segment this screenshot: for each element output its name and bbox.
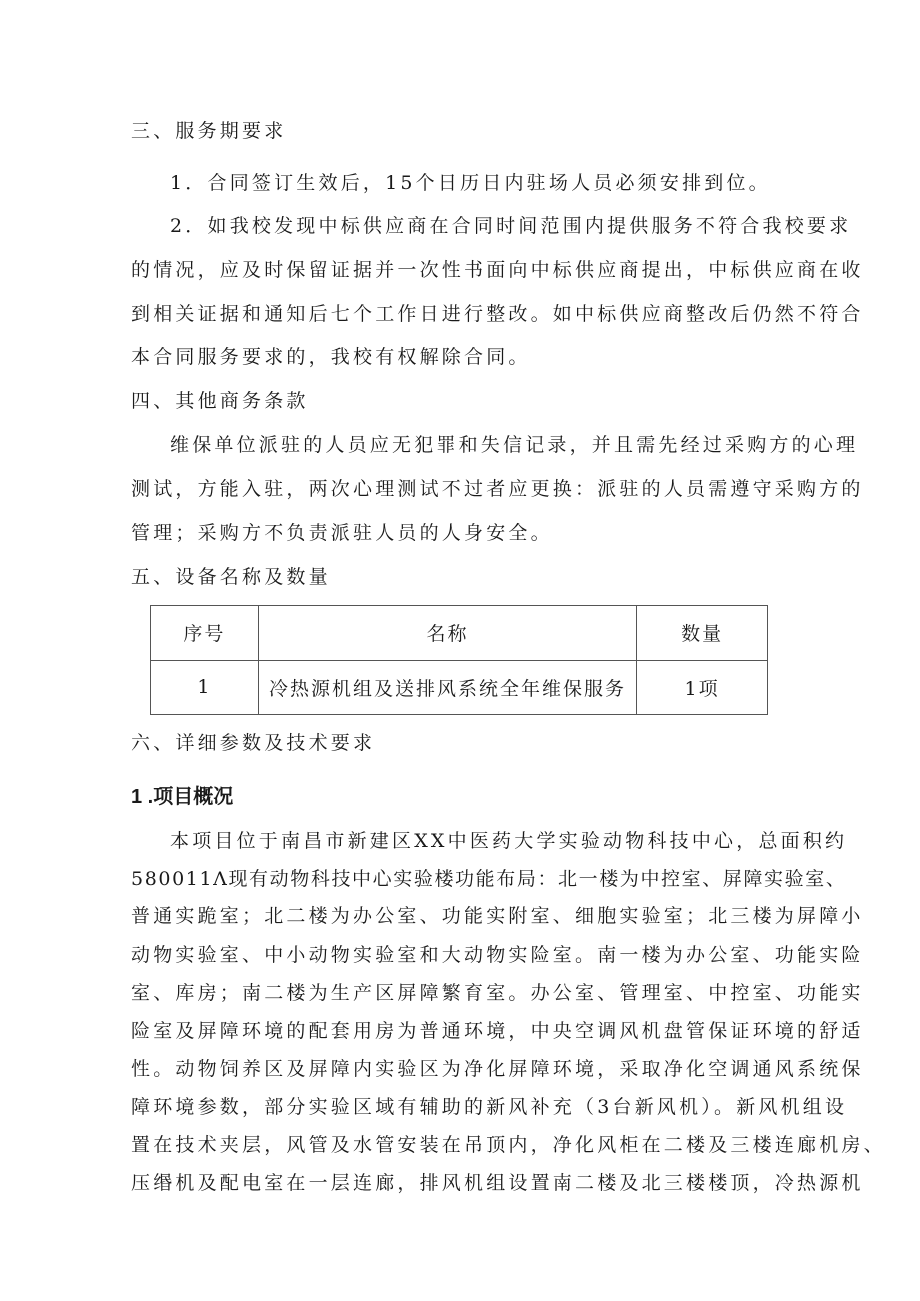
cell-index: 1	[151, 660, 259, 715]
equipment-table	[150, 605, 768, 715]
overview-line-6: 险室及屏障环境的配套用房为普通环境，中央空调风机盘管保证环境的舒适	[131, 1020, 864, 1042]
section-4-title: 四、其他商务条款	[131, 390, 309, 412]
cell-quantity: 1项	[637, 660, 768, 715]
table-row	[151, 660, 768, 715]
overview-line-3: 普通实跪室；北二楼为办公室、功能实附室、细胞实验室；北三楼为屏障小	[131, 905, 864, 927]
section-3-item-2-line-2: 的情况，应及时保留证据并一次性书面向中标供应商提出，中标供应商在收	[131, 259, 864, 281]
table-header-row	[151, 606, 768, 661]
section-3-item-2-line-3: 到相关证据和通知后七个工作日进行整改。如中标供应商整改后仍然不符合	[131, 303, 864, 325]
overview-line-8: 障环境参数，部分实验区域有辅助的新风补充（3台新风机）。新风机组设	[131, 1096, 848, 1118]
subsection-1-title: 1 .项目概况	[131, 786, 234, 808]
section-4-line-1: 维保单位派驻的人员应无犯罪和失信记录，并且需先经过采购方的心理	[170, 434, 859, 456]
section-4-line-2: 测试，方能入驻，两次心理测试不过者应更换：派驻的人员需遵守采购方的	[131, 478, 864, 500]
overview-line-7: 性。动物饲养区及屏障内实验区为净化屏障环境，采取净化空调通风系统保	[131, 1058, 864, 1080]
overview-line-5: 室、库房；南二楼为生产区屏障繁育室。办公室、管理室、中控室、功能实	[131, 982, 864, 1004]
cell-name: 冷热源机组及送排风系统全年维保服务	[258, 660, 636, 715]
section-4-line-3: 管理；采购方不负责派驻人员的人身安全。	[131, 522, 553, 544]
overview-line-1: 本项目位于南昌市新建区XX中医药大学实验动物科技中心，总面积约	[170, 830, 848, 852]
header-index: 序号	[151, 606, 259, 661]
section-3-item-1: 1．合同签订生效后，15个日历日内驻场人员必须安排到位。	[170, 172, 771, 194]
overview-line-9: 置在技术夹层，风管及水管安装在吊顶内，净化风柜在二楼及三楼连廊机房、	[131, 1134, 886, 1156]
section-3-item-2-line-1: 2．如我校发现中标供应商在合同时间范围内提供服务不符合我校要求	[170, 215, 852, 237]
section-3-title: 三、服务期要求	[131, 120, 287, 142]
section-5-title: 五、设备名称及数量	[131, 566, 331, 588]
overview-line-2: 580011Λ现有动物科技中心实验楼功能布局：北一楼为中控室、屏障实验室、	[131, 868, 847, 890]
section-6-title: 六、详细参数及技术要求	[131, 732, 376, 754]
section-3-item-2-line-4: 本合同服务要求的，我校有权解除合同。	[131, 346, 531, 368]
overview-line-10: 压缗机及配电室在一层连廊，排风机组设置南二楼及北三楼楼顶，冷热源机	[131, 1172, 864, 1194]
header-name: 名称	[258, 606, 636, 661]
header-quantity: 数量	[637, 606, 768, 661]
overview-line-4: 动物实验室、中小动物实验室和大动物实险室。南一楼为办公室、功能实险	[131, 944, 864, 966]
